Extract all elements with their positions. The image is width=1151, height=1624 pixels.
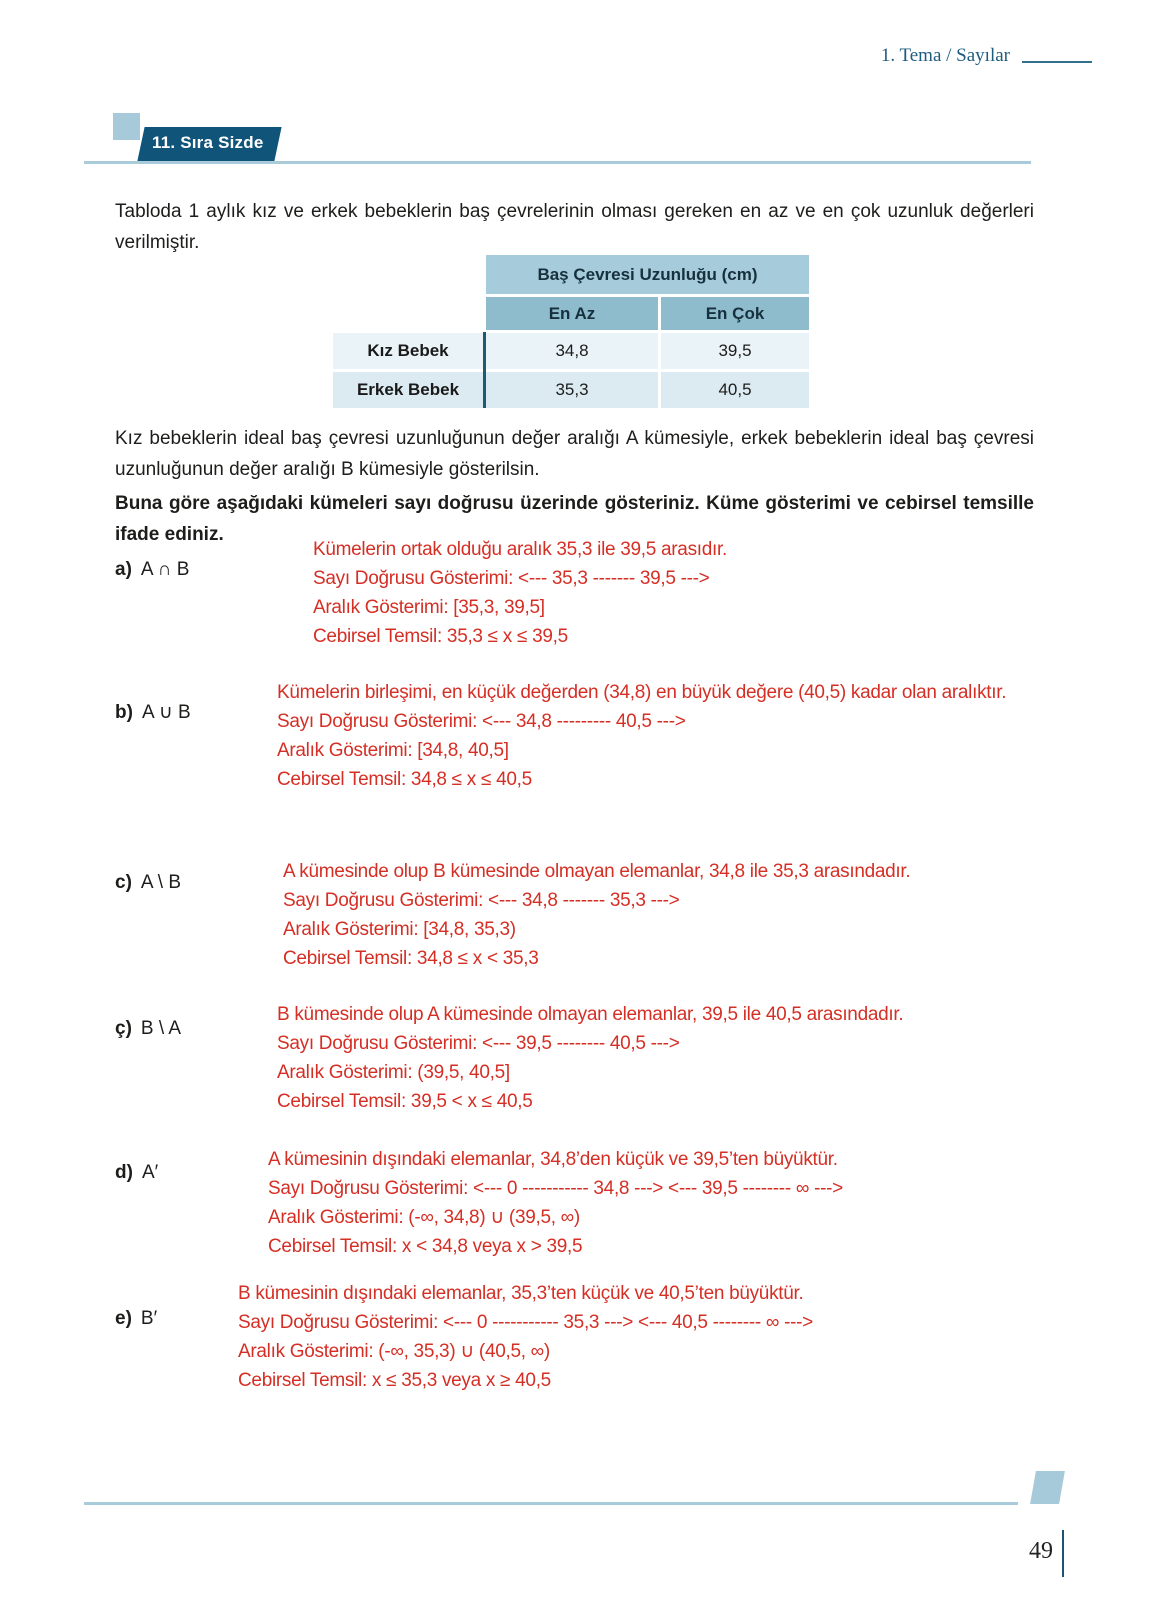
answer-line: Cebirsel Temsil: x ≤ 35,3 veya x ≥ 40,5 bbox=[238, 1370, 551, 1391]
item-key: a) bbox=[115, 559, 132, 580]
item-d-label bbox=[115, 1162, 158, 1184]
row-label: Erkek Bebek bbox=[333, 372, 483, 408]
answer-line: Cebirsel Temsil: 35,3 ≤ x ≤ 39,5 bbox=[313, 626, 568, 647]
item-expression: A ∩ B bbox=[140, 559, 190, 580]
item-b-answer bbox=[277, 678, 1006, 794]
table-cell: 35,3 bbox=[486, 372, 658, 408]
table-cell: 34,8 bbox=[486, 333, 658, 369]
page-number: 49 bbox=[1029, 1538, 1053, 1564]
footer-accent-shape bbox=[1030, 1471, 1065, 1504]
item-c2-answer bbox=[277, 1000, 903, 1116]
answer-line: Sayı Doğrusu Gösterimi: <--- 35,3 ------- 39,5 ---> bbox=[313, 568, 710, 589]
table-cell: 40,5 bbox=[661, 372, 809, 408]
item-key: c) bbox=[115, 872, 132, 893]
answer-line: Aralık Gösterimi: (39,5, 40,5] bbox=[277, 1062, 510, 1083]
item-c-answer bbox=[283, 857, 910, 973]
breadcrumb: 1. Tema / Sayılar bbox=[880, 45, 1010, 66]
table-divider-line bbox=[483, 332, 486, 408]
answer-line: Cebirsel Temsil: 39,5 < x ≤ 40,5 bbox=[277, 1091, 533, 1112]
question-prompt: Buna göre aşağıdaki kümeleri sayı doğrusu üzerinde gösteriniz. Küme gösterimi ve cebirsel temsille ifade ediniz. bbox=[115, 493, 1034, 545]
badge-corner-accent bbox=[113, 113, 140, 140]
answer-line: Sayı Doğrusu Gösterimi: <--- 0 ----------- 35,3 ---> <--- 40,5 -------- ∞ ---> bbox=[238, 1312, 813, 1333]
answer-line: Aralık Gösterimi: [34,8, 35,3) bbox=[283, 919, 516, 940]
table-title: Baş Çevresi Uzunluğu (cm) bbox=[486, 255, 809, 294]
head-circumference-table bbox=[333, 255, 809, 408]
answer-line: A kümesinin dışındaki elemanlar, 34,8’den küçük ve 39,5’ten büyüktür. bbox=[268, 1149, 838, 1170]
answer-line: A kümesinde olup B kümesinde olmayan elemanlar, 34,8 ile 35,3 arasındadır. bbox=[283, 861, 911, 882]
answer-line: Sayı Doğrusu Gösterimi: <--- 0 ----------- 34,8 ---> <--- 39,5 -------- ∞ ---> bbox=[268, 1178, 843, 1199]
answer-line: Aralık Gösterimi: [35,3, 39,5] bbox=[313, 597, 545, 618]
item-d-answer bbox=[268, 1145, 843, 1261]
answer-line: Kümelerin birleşimi, en küçük değerden (34,8) en büyük değere (40,5) kadar olan aralıktır. bbox=[277, 682, 1007, 703]
section-rule bbox=[84, 161, 1031, 164]
answer-line: Sayı Doğrusu Gösterimi: <--- 39,5 -------- 40,5 ---> bbox=[277, 1033, 680, 1054]
item-expression: B′ bbox=[140, 1308, 158, 1329]
item-key: ç) bbox=[115, 1018, 132, 1039]
item-key: b) bbox=[115, 702, 133, 723]
item-expression: A ∪ B bbox=[141, 702, 191, 723]
answer-line: Aralık Gösterimi: (-∞, 34,8) ∪ (39,5, ∞) bbox=[268, 1207, 580, 1228]
answer-line: Cebirsel Temsil: 34,8 ≤ x ≤ 40,5 bbox=[277, 769, 532, 790]
item-a-label bbox=[115, 559, 189, 581]
item-b-label bbox=[115, 701, 191, 724]
item-expression: A \ B bbox=[140, 872, 182, 893]
item-e-label bbox=[115, 1308, 157, 1330]
item-a-answer bbox=[313, 535, 727, 651]
item-c-label bbox=[115, 872, 181, 894]
answer-line: Sayı Doğrusu Gösterimi: <--- 34,8 --------- 40,5 ---> bbox=[277, 711, 686, 732]
answer-line: Aralık Gösterimi: (-∞, 35,3) ∪ (40,5, ∞) bbox=[238, 1341, 550, 1362]
answer-line: Cebirsel Temsil: 34,8 ≤ x < 35,3 bbox=[283, 948, 539, 969]
item-c2-label bbox=[115, 1018, 181, 1040]
item-key: d) bbox=[115, 1162, 133, 1183]
page-number-rule bbox=[1062, 1530, 1064, 1577]
answer-line: B kümesinin dışındaki elemanlar, 35,3’ten küçük ve 40,5’ten büyüktür. bbox=[238, 1283, 804, 1304]
row-label: Kız Bebek bbox=[333, 333, 483, 369]
answer-line: B kümesinde olup A kümesinde olmayan elemanlar, 39,5 ile 40,5 arasındadır. bbox=[277, 1004, 904, 1025]
column-header-max: En Çok bbox=[661, 297, 809, 330]
item-expression: B \ A bbox=[140, 1018, 182, 1039]
answer-line: Cebirsel Temsil: x < 34,8 veya x > 39,5 bbox=[268, 1236, 583, 1257]
table-cell: 39,5 bbox=[661, 333, 809, 369]
intro-paragraph-2: Kız bebeklerin ideal baş çevresi uzunluğunun değer aralığı A kümesiyle, erkek bebeklerin ideal baş çevresi uzunluğunun değer aralığı B kümesiyle gösterilsin. bbox=[115, 428, 1034, 480]
answer-line: Kümelerin ortak olduğu aralık 35,3 ile 39,5 arasıdır. bbox=[313, 539, 727, 560]
answer-line: Sayı Doğrusu Gösterimi: <--- 34,8 ------- 35,3 ---> bbox=[283, 890, 680, 911]
item-expression: A′ bbox=[141, 1162, 159, 1183]
header-rule bbox=[1022, 61, 1092, 63]
column-header-min: En Az bbox=[486, 297, 658, 330]
item-e-answer bbox=[238, 1279, 813, 1395]
intro-paragraph-1: Tabloda 1 aylık kız ve erkek bebeklerin baş çevrelerinin olması gereken en az ve en çok uzunluk değerleri verilmiştir. bbox=[115, 201, 1034, 253]
footer-rule bbox=[84, 1502, 1018, 1505]
answer-line: Aralık Gösterimi: [34,8, 40,5] bbox=[277, 740, 509, 761]
section-badge-label: 11. Sıra Sizde bbox=[152, 133, 264, 152]
item-key: e) bbox=[115, 1308, 132, 1329]
